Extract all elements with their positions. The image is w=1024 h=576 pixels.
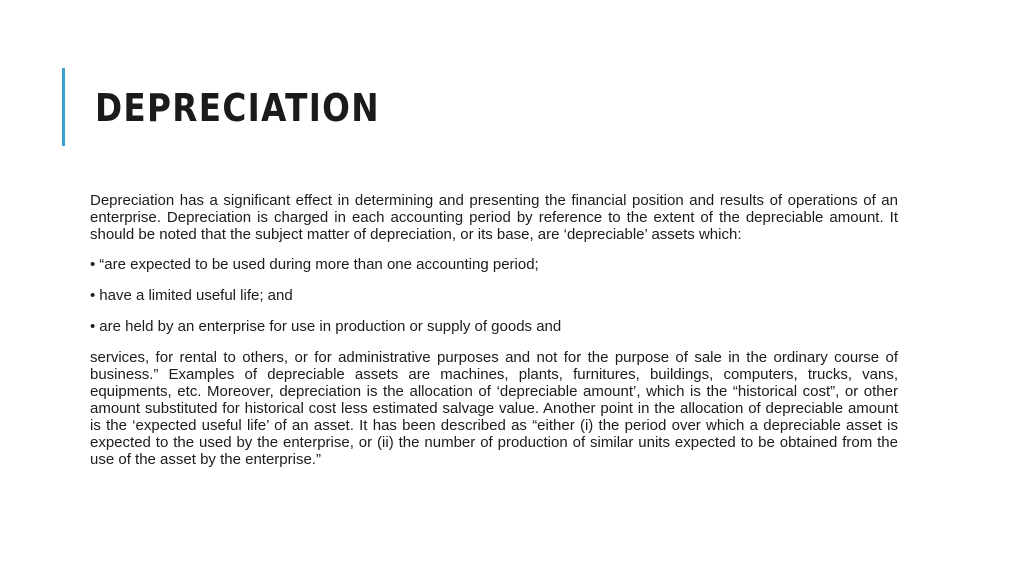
bullet-dot-icon: • [90, 256, 96, 273]
slide-body [90, 192, 898, 481]
bullet-text: are held by an enterprise for use in production or supply of goods and [99, 318, 562, 335]
bullet-item [90, 287, 898, 304]
closing-paragraph: services, for rental to others, or for administrative purposes and not for the purpose of sale in the ordinary course of business.” Examples of depreciable assets are machines, plants, furnitures, buildings, computers, trucks, vans, equipments, etc. Moreover, depreciation is the allocation of ‘depreciable amount’, which is the “historical cost”, or other amount substituted for historical cost less estimated salvage value. Another point in the allocation of depreciable amount is the ‘expected useful life’ of an asset. It has been described as “either (i) the period over which a depreciable asset is expected to the used by the enterprise, or (ii) the number of production of similar units expected to be obtained from the use of the asset by the enterprise.” [90, 349, 898, 468]
bullet-dot-icon: • [90, 287, 96, 304]
bullet-item [90, 318, 898, 335]
bullet-item [90, 256, 898, 273]
bullet-text: have a limited useful life; and [99, 287, 293, 304]
intro-paragraph: Depreciation has a significant effect in determining and presenting the financial position and results of operations of an enterprise. Depreciation is charged in each accounting period by reference to the extent of the depreciable amount. It should be noted that the subject matter of depreciation, or its base, are ‘depreciable’ assets which: [90, 192, 898, 243]
title-accent-bar [62, 68, 65, 146]
slide-title: DEPRECIATION [95, 86, 380, 130]
bullet-dot-icon: • [90, 318, 96, 335]
bullet-text: “are expected to be used during more than one accounting period; [99, 256, 539, 273]
